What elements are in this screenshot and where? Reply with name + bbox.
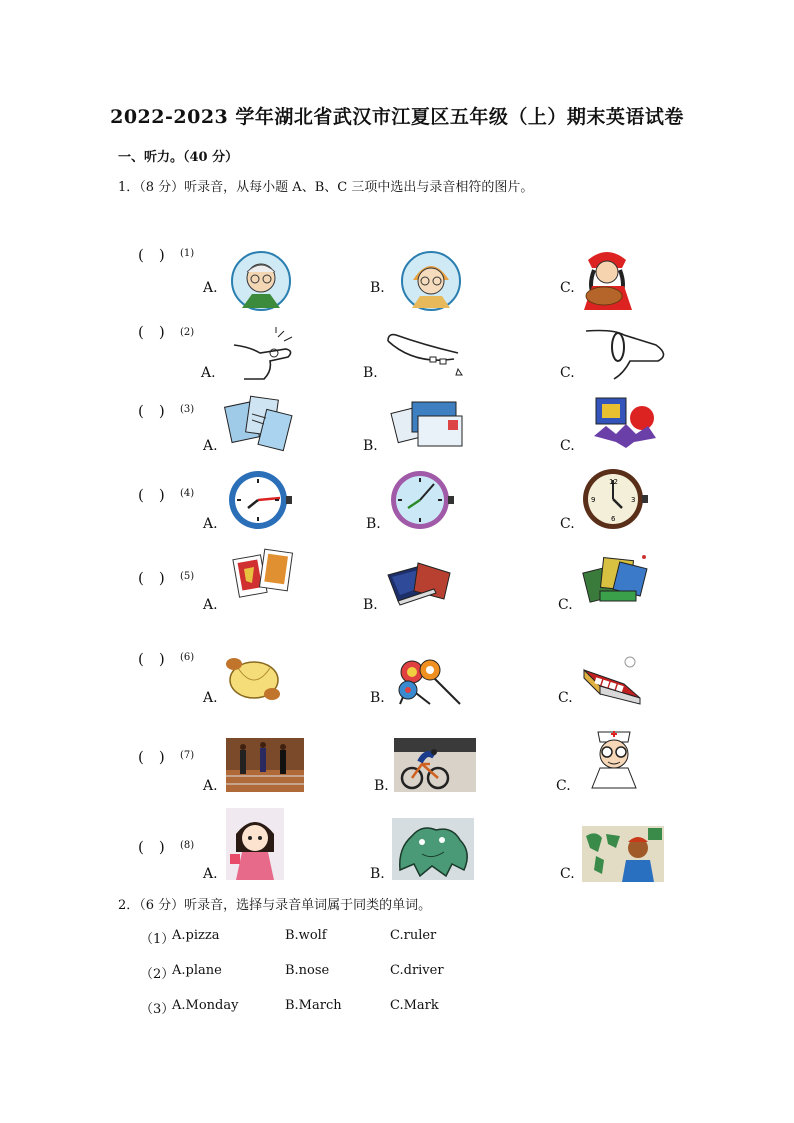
q1-item-2 <box>0 321 794 401</box>
lollipops-picture-icon[interactable] <box>390 654 462 706</box>
svg-text:9: 9 <box>591 496 596 504</box>
page-title: 2022-2023 学年湖北省武汉市江夏区五年级（上）期末英语试卷 <box>110 106 684 128</box>
answer-blank[interactable]: ( ) <box>138 569 165 587</box>
option-b[interactable]: B.March <box>285 998 342 1013</box>
clock-purple-picture-icon[interactable] <box>388 468 456 532</box>
item-number: （2） <box>140 967 175 982</box>
hand-with-ring-picture-icon[interactable] <box>230 327 302 381</box>
item-number: (6) <box>180 652 195 663</box>
halloween-card-picture-icon[interactable] <box>590 396 660 452</box>
answer-blank[interactable]: ( ) <box>138 650 165 668</box>
svg-text:■■■■: ■■■■ <box>593 675 625 694</box>
option-c[interactable]: C.ruler <box>390 928 437 943</box>
item-number: (8) <box>180 840 195 851</box>
item-number: (1) <box>180 248 195 259</box>
letters-picture-icon[interactable] <box>222 392 294 454</box>
books-picture-icon[interactable] <box>384 555 456 607</box>
q1-item-7 <box>0 746 794 826</box>
section-heading: 一、听力。（40 分） <box>118 150 239 165</box>
question-2-prompt: 2．（6 分）听录音，选择与录音单词属于同类的单词。 <box>118 898 432 913</box>
q1-item-3 <box>0 398 794 478</box>
item-number: （3） <box>140 1002 175 1017</box>
bracelet-picture-icon[interactable] <box>584 325 670 381</box>
item-number: (3) <box>180 404 195 415</box>
clock-brown-picture-icon[interactable] <box>580 466 650 532</box>
option-c-label[interactable]: C. <box>558 690 573 706</box>
option-c-label[interactable]: C. <box>560 280 575 296</box>
answer-blank[interactable]: ( ) <box>138 838 165 856</box>
map-boy-picture-icon[interactable] <box>582 826 664 882</box>
question-1-prompt: 1．（8 分）听录音，从每小题 A、B、C 三项中选出与录音相符的图片。 <box>118 180 534 195</box>
option-a-label[interactable]: A. <box>203 280 218 296</box>
bread-picture-icon[interactable] <box>224 652 282 706</box>
option-c-label[interactable]: C. <box>560 866 575 882</box>
runners-photo-icon[interactable] <box>226 738 304 792</box>
option-b-label[interactable]: B. <box>370 690 385 706</box>
girl-with-basket-picture-icon[interactable] <box>574 246 640 312</box>
chocolate-box-picture-icon[interactable] <box>580 656 644 706</box>
q1-item-4 <box>0 480 794 560</box>
photos-picture-icon[interactable] <box>580 551 652 607</box>
option-a-label[interactable]: A. <box>203 597 218 613</box>
option-c-label[interactable]: C. <box>560 438 575 454</box>
item-number: (4) <box>180 488 195 499</box>
q1-item-5 <box>0 563 794 643</box>
option-b-label[interactable]: B. <box>363 438 378 454</box>
monster-picture-icon[interactable] <box>392 818 474 880</box>
option-b-label[interactable]: B. <box>370 280 385 296</box>
option-a-label[interactable]: A. <box>203 438 218 454</box>
stamps-picture-icon[interactable] <box>232 547 298 607</box>
q1-item-1 <box>0 244 794 324</box>
option-b-label[interactable]: B. <box>374 778 389 794</box>
postcards-picture-icon[interactable] <box>390 398 466 450</box>
girl-picture-icon[interactable] <box>226 808 284 880</box>
option-b[interactable]: B.wolf <box>285 928 327 943</box>
answer-blank[interactable]: ( ) <box>138 246 165 264</box>
option-b-label[interactable]: B. <box>363 597 378 613</box>
option-b-label[interactable]: B. <box>363 365 378 381</box>
item-number: (2) <box>180 327 195 338</box>
svg-text:3: 3 <box>631 496 636 504</box>
grandpa-picture-icon[interactable] <box>228 250 294 312</box>
option-a[interactable]: A.plane <box>172 963 222 978</box>
option-a[interactable]: A.Monday <box>172 998 239 1013</box>
svg-text:6: 6 <box>611 515 616 523</box>
answer-blank[interactable]: ( ) <box>138 748 165 766</box>
clock-blue-picture-icon[interactable] <box>226 468 294 532</box>
option-c[interactable]: C.Mark <box>390 998 439 1013</box>
item-number: (5) <box>180 571 195 582</box>
option-c-label[interactable]: C. <box>556 778 571 794</box>
answer-blank[interactable]: ( ) <box>138 486 165 504</box>
q1-item-6 <box>0 648 794 728</box>
option-a-label[interactable]: A. <box>201 365 216 381</box>
option-a-label[interactable]: A. <box>203 690 218 706</box>
item-number: （1） <box>140 932 175 947</box>
option-a-label[interactable]: A. <box>203 516 218 532</box>
option-a-label[interactable]: A. <box>203 866 218 882</box>
item-number: (7) <box>180 750 195 761</box>
option-c-label[interactable]: C. <box>560 365 575 381</box>
option-c-label[interactable]: C. <box>558 597 573 613</box>
svg-text:12: 12 <box>609 478 618 486</box>
necklace-picture-icon[interactable] <box>384 331 468 381</box>
cyclist-photo-icon[interactable] <box>394 738 476 792</box>
answer-blank[interactable]: ( ) <box>138 323 165 341</box>
option-a-label[interactable]: A. <box>203 778 218 794</box>
option-a[interactable]: A.pizza <box>172 928 220 943</box>
option-b[interactable]: B.nose <box>285 963 330 978</box>
option-b-label[interactable]: B. <box>366 516 381 532</box>
doctor-picture-icon[interactable] <box>582 720 646 790</box>
answer-blank[interactable]: ( ) <box>138 402 165 420</box>
option-c-label[interactable]: C. <box>560 516 575 532</box>
option-c[interactable]: C.driver <box>390 963 444 978</box>
grandma-picture-icon[interactable] <box>398 250 464 312</box>
option-b-label[interactable]: B. <box>370 866 385 882</box>
